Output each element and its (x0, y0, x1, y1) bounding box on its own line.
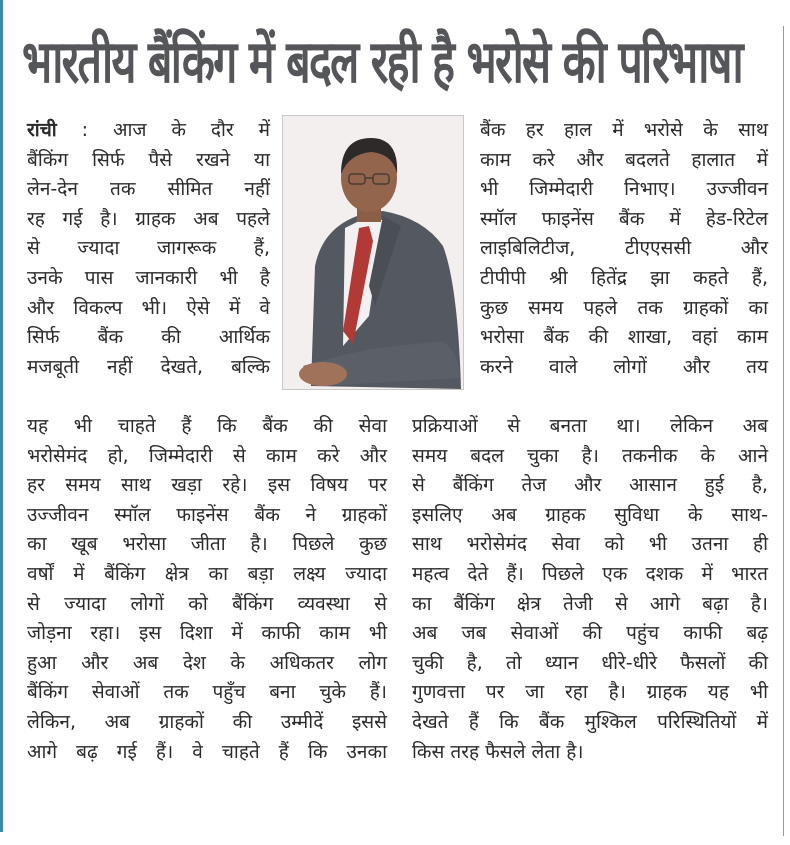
text-line: रह गई है। ग्राहक अब पहले (27, 207, 270, 230)
text-line: प्रक्रियाओं से बनता था। लेकिन अब (412, 415, 768, 437)
text-line: समय बदल चुका है। तकनीक के आने (412, 444, 768, 467)
text-line: बैंकिंग सेवाओं तक पहुँच बना चुके हैं। (27, 681, 387, 704)
text-line: भरोसा बैंक की शाखा, वहां काम (480, 326, 768, 349)
portrait-photo (282, 115, 464, 390)
text-line: करने वाले लोगों और तय (480, 355, 768, 378)
text-line: देखते हैं कि बैंक मुश्किल परिस्थितियों में (412, 710, 768, 733)
text-line: टीपीपी श्री हितेंद्र झा कहते हैं, (480, 266, 768, 289)
text-line: जोड़ना रहा। इस दिशा में काफी काम भी (27, 622, 387, 645)
text-line: उज्जीवन स्मॉल फाइनेंस बैंक ने ग्राहकों (27, 503, 387, 526)
text-line: सिर्फ बैंक की आर्थिक (27, 326, 270, 349)
article-column-right-top (480, 116, 768, 382)
text-line: भरोसेमंद हो, जिम्मेदारी से काम करे और (27, 444, 387, 467)
text-line: लाइबिलिटीज, टीएएससी और (480, 237, 768, 260)
dateline: रांची (27, 119, 57, 141)
text-line: इसलिए अब ग्राहक सुविधा के साथ- (412, 503, 768, 526)
text-line: गुणवत्ता पर जा रहा है। ग्राहक यह भी (412, 681, 768, 704)
text-line: यह भी चाहते हैं कि बैंक की सेवा (27, 415, 387, 437)
column-divider-rule (783, 26, 784, 836)
article-column-left-top (27, 116, 270, 382)
text-line: का बैंकिंग क्षेत्र तेजी से आगे बढ़ा है। (412, 592, 768, 615)
article-column-right-bottom (412, 412, 768, 767)
left-accent-bar (0, 0, 3, 832)
text-line: आगे बढ़ गई हैं। वे चाहते हैं कि उनका (27, 740, 387, 763)
text-line: रांची : आज के दौर में (27, 119, 270, 141)
text-line: भी जिम्मेदारी निभाए। उज्जीवन (480, 178, 768, 201)
article-headline: भारतीय बैंकिंग में बदल रही है भरोसे की परिभाषा (22, 27, 742, 97)
text-line: वर्षों में बैंकिंग क्षेत्र का बड़ा लक्ष्य ज्यादा (27, 562, 387, 585)
text-line: महत्व देते हैं। पिछले एक दशक में भारत (412, 562, 768, 585)
text-line: का खूब भरोसा जीता है। पिछले कुछ (27, 533, 387, 556)
article-column-left-bottom (27, 412, 387, 767)
text-line: बैंक हर हाल में भरोसे के साथ (480, 119, 768, 141)
text-line: से ज्यादा जागरूक हैं, (27, 237, 270, 260)
text-line: लेन-देन तक सीमित नहीं (27, 178, 270, 201)
text-line: बैंकिंग सिर्फ पैसे रखने या (27, 148, 270, 171)
text-line: कुछ समय पहले तक ग्राहकों का (480, 296, 768, 319)
text-line: हुआ और अब देश के अधिकतर लोग (27, 651, 387, 674)
text-line: से ज्यादा लोगों को बैंकिंग व्यवस्था से (27, 592, 387, 615)
text-line: और विकल्प भी। ऐसे में वे (27, 296, 270, 319)
text-line: मजबूती नहीं देखते, बल्कि (27, 355, 270, 378)
portrait-figure-icon (283, 116, 463, 389)
text-line: साथ भरोसेमंद सेवा को भी उतना ही (412, 533, 768, 556)
text-line: हर समय साथ खड़ा रहे। इस विषय पर (27, 474, 387, 497)
text-line: उनके पास जानकारी भी है (27, 266, 270, 289)
text-line: किस तरह फैसले लेता है। (412, 740, 584, 763)
text-line: स्मॉल फाइनेंस बैंक में हेड-रिटेल (480, 207, 768, 230)
text-line: लेकिन, अब ग्राहकों की उम्मीदें इससे (27, 710, 387, 733)
text-line: चुकी है, तो ध्यान धीरे-धीरे फैसलों की (412, 651, 768, 674)
text-line: अब जब सेवाओं की पहुंच काफी बढ़ (412, 622, 768, 645)
text-line: काम करे और बदलते हालात में (480, 148, 768, 171)
text-line: से बैंकिंग तेज और आसान हुई है, (412, 474, 768, 497)
